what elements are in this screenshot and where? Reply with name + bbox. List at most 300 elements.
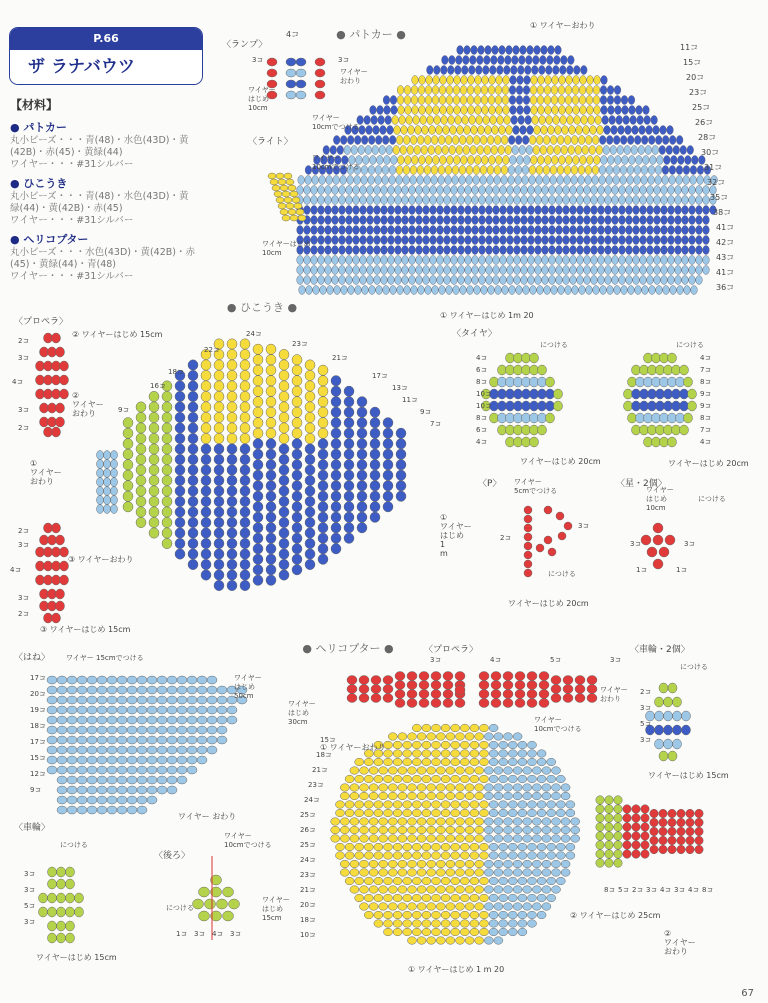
- bead: [201, 486, 211, 496]
- bead: [514, 365, 523, 375]
- bead-count: 10コ: [300, 931, 316, 939]
- bead: [175, 475, 185, 485]
- diagram-label: おわり: [664, 947, 688, 956]
- bead: [97, 460, 104, 469]
- bead: [318, 470, 328, 480]
- bead: [632, 389, 641, 399]
- bead: [633, 266, 640, 275]
- bead-count: 8コ: [476, 378, 488, 386]
- bead: [437, 226, 444, 235]
- bead: [253, 355, 263, 365]
- bead: [87, 756, 97, 764]
- diagram-label: おわり: [600, 695, 621, 703]
- bead: [240, 486, 250, 496]
- bead: [36, 561, 45, 571]
- bead: [315, 80, 325, 88]
- bead: [388, 236, 395, 245]
- bead: [292, 481, 302, 491]
- bead: [513, 818, 522, 826]
- bead: [479, 672, 489, 681]
- bead: [430, 256, 437, 265]
- bead: [396, 166, 403, 175]
- bead: [388, 792, 397, 800]
- bead: [417, 176, 424, 185]
- bead: [465, 767, 474, 775]
- bead: [561, 56, 568, 65]
- bead: [529, 176, 536, 185]
- bead: [661, 196, 668, 205]
- bead: [87, 746, 97, 754]
- bead: [445, 176, 452, 185]
- bead: [518, 894, 527, 902]
- bead-count: 13コ: [392, 384, 408, 392]
- bead: [402, 276, 409, 285]
- bead: [584, 236, 591, 245]
- bead: [468, 76, 475, 85]
- bead: [623, 823, 631, 832]
- bead: [489, 911, 498, 919]
- bead-count: 7コ: [700, 366, 712, 374]
- bead: [214, 412, 224, 422]
- bead: [633, 236, 640, 245]
- bead: [311, 216, 318, 225]
- bead: [403, 176, 410, 185]
- bead: [332, 196, 339, 205]
- bead: [458, 206, 465, 215]
- wire-label: ① ワイヤーおわり: [530, 21, 596, 30]
- bead: [384, 877, 393, 885]
- bead: [514, 276, 521, 285]
- bead: [383, 685, 393, 694]
- bead: [598, 256, 605, 265]
- bead: [482, 76, 489, 85]
- bead: [288, 209, 296, 215]
- bead: [555, 126, 562, 135]
- bead: [474, 286, 481, 295]
- bead: [573, 106, 580, 115]
- bead: [612, 246, 619, 255]
- bead: [556, 877, 565, 885]
- bead: [494, 826, 503, 834]
- bead: [111, 451, 118, 460]
- bead: [167, 696, 177, 704]
- bead: [619, 256, 626, 265]
- bead: [253, 533, 263, 543]
- bead: [311, 236, 318, 245]
- bead: [384, 801, 393, 809]
- bead: [470, 801, 479, 809]
- bead: [642, 286, 649, 295]
- bead-count: 5コ: [618, 886, 630, 894]
- bead: [655, 725, 664, 735]
- bead: [466, 166, 473, 175]
- bead: [496, 156, 503, 165]
- bead: [375, 176, 382, 185]
- bead: [214, 496, 224, 506]
- bead: [598, 226, 605, 235]
- bead: [563, 246, 570, 255]
- bead: [528, 877, 537, 885]
- bead: [292, 407, 302, 417]
- bead: [266, 512, 276, 522]
- bead: [318, 554, 328, 564]
- bead: [97, 726, 107, 734]
- bead: [123, 418, 133, 428]
- bead-count: 3コ: [24, 918, 36, 926]
- bead: [384, 852, 393, 860]
- bead: [561, 835, 570, 843]
- bead: [175, 465, 185, 475]
- bead: [223, 911, 234, 921]
- bead: [668, 216, 675, 225]
- bead: [476, 66, 483, 75]
- bead: [436, 903, 445, 911]
- bead: [542, 767, 551, 775]
- bead: [591, 186, 598, 195]
- bead: [482, 156, 489, 165]
- bead: [353, 206, 360, 215]
- diagram-label: ワイヤー: [234, 674, 262, 682]
- bead: [460, 852, 469, 860]
- bead: [318, 256, 325, 265]
- bead: [44, 427, 53, 437]
- bead: [500, 236, 507, 245]
- bead: [446, 903, 455, 911]
- bead: [97, 796, 107, 804]
- bead: [472, 206, 479, 215]
- bead: [47, 766, 57, 774]
- bead: [47, 716, 57, 724]
- bead: [507, 196, 514, 205]
- bead: [331, 512, 341, 522]
- bead: [445, 166, 452, 175]
- bead: [552, 767, 561, 775]
- bead: [290, 215, 298, 221]
- bead: [57, 933, 66, 943]
- bead: [564, 136, 571, 145]
- bead: [67, 796, 77, 804]
- bead: [623, 814, 631, 823]
- bead: [470, 146, 477, 155]
- bead: [640, 216, 647, 225]
- bead-count: 4コ: [476, 438, 488, 446]
- bead: [40, 403, 49, 413]
- bead: [412, 852, 421, 860]
- bead: [240, 349, 250, 359]
- bead: [441, 116, 448, 125]
- bead: [456, 937, 465, 945]
- bead: [632, 401, 641, 411]
- bead: [137, 676, 147, 684]
- bead: [522, 166, 529, 175]
- bead: [465, 186, 472, 195]
- bead: [558, 86, 565, 95]
- bead: [615, 106, 622, 115]
- bead: [496, 106, 503, 115]
- bead: [107, 806, 117, 814]
- bead: [567, 66, 574, 75]
- bead: [672, 425, 681, 435]
- bead: [676, 413, 685, 423]
- bead: [396, 136, 403, 145]
- bead: [441, 750, 450, 758]
- bead: [353, 246, 360, 255]
- bead: [612, 236, 619, 245]
- bead: [364, 775, 373, 783]
- bead: [369, 792, 378, 800]
- bead: [522, 136, 529, 145]
- bead: [374, 206, 381, 215]
- bead: [419, 76, 426, 85]
- bead: [292, 460, 302, 470]
- bead: [40, 589, 49, 599]
- bead: [227, 517, 237, 527]
- bead: [240, 559, 250, 569]
- bead: [656, 365, 665, 375]
- bead: [437, 216, 444, 225]
- bead-count: 21コ: [300, 886, 316, 894]
- bead: [279, 412, 289, 422]
- bead: [97, 766, 107, 774]
- bead: [542, 266, 549, 275]
- bead: [149, 423, 159, 433]
- bead: [425, 286, 432, 295]
- bead: [499, 741, 508, 749]
- bead: [518, 741, 527, 749]
- bead: [605, 276, 612, 285]
- bead: [286, 91, 296, 99]
- bead: [605, 814, 613, 823]
- bead: [551, 96, 558, 105]
- bead: [97, 776, 107, 784]
- bead: [596, 146, 603, 155]
- bead: [661, 186, 668, 195]
- bead: [408, 860, 417, 868]
- bead: [527, 690, 537, 699]
- bead: [383, 470, 393, 480]
- bead: [499, 877, 508, 885]
- bead: [417, 818, 426, 826]
- bead: [253, 512, 263, 522]
- bead: [436, 767, 445, 775]
- bead: [630, 116, 637, 125]
- bead: [353, 226, 360, 235]
- bead: [682, 236, 689, 245]
- bead: [383, 460, 393, 470]
- bead: [605, 236, 612, 245]
- bead: [66, 933, 75, 943]
- bead: [549, 196, 556, 205]
- bead: [201, 570, 211, 580]
- bead: [369, 886, 378, 894]
- bead: [655, 739, 664, 749]
- bead: [675, 206, 682, 215]
- bead: [331, 826, 340, 834]
- bead: [494, 818, 503, 826]
- bead: [449, 56, 456, 65]
- bead: [550, 176, 557, 185]
- bead: [499, 911, 508, 919]
- bead: [460, 809, 469, 817]
- bead: [641, 805, 649, 814]
- bead: [149, 412, 159, 422]
- bead: [594, 106, 601, 115]
- bead: [266, 544, 276, 554]
- bead: [67, 736, 77, 744]
- bead: [479, 206, 486, 215]
- bead-count: 1コ: [636, 566, 648, 574]
- bead: [480, 741, 489, 749]
- bead: [357, 523, 367, 533]
- bead: [591, 256, 598, 265]
- bead: [498, 413, 507, 423]
- bead: [305, 507, 315, 517]
- bead: [370, 491, 380, 501]
- bead: [664, 697, 673, 707]
- bead: [631, 146, 638, 155]
- bead: [292, 376, 302, 386]
- bead: [393, 775, 402, 783]
- bead: [514, 186, 521, 195]
- bead: [434, 116, 441, 125]
- bead: [175, 538, 185, 548]
- bead: [470, 56, 477, 65]
- bead: [417, 784, 426, 792]
- bead: [393, 928, 402, 936]
- bead: [695, 845, 703, 854]
- bead: [370, 502, 380, 512]
- bead: [393, 894, 402, 902]
- bead: [381, 266, 388, 275]
- bead: [167, 756, 177, 764]
- bead: [660, 126, 667, 135]
- bead: [545, 156, 552, 165]
- bead: [201, 444, 211, 454]
- bead: [563, 236, 570, 245]
- bead: [346, 266, 353, 275]
- bead: [388, 246, 395, 255]
- bead: [167, 716, 177, 724]
- bead: [500, 246, 507, 255]
- bead: [528, 276, 535, 285]
- bead: [410, 136, 417, 145]
- bead: [552, 835, 561, 843]
- bead: [697, 176, 704, 185]
- bead: [336, 852, 345, 860]
- bead: [585, 136, 592, 145]
- bead: [580, 76, 587, 85]
- bead: [453, 286, 460, 295]
- bead: [240, 570, 250, 580]
- bead: [479, 246, 486, 255]
- bead: [227, 507, 237, 517]
- bead: [528, 226, 535, 235]
- bead: [344, 512, 354, 522]
- bead: [542, 276, 549, 285]
- bead: [500, 276, 507, 285]
- bead: [332, 236, 339, 245]
- bead: [530, 389, 539, 399]
- bead: [346, 216, 353, 225]
- bead: [188, 423, 198, 433]
- bead: [276, 197, 284, 203]
- bead: [534, 126, 541, 135]
- bead: [518, 920, 527, 928]
- bead: [197, 756, 207, 764]
- bead: [570, 216, 577, 225]
- bead: [305, 391, 315, 401]
- bead: [607, 86, 614, 95]
- bead: [266, 460, 276, 470]
- diagram-label: ワイヤー: [312, 114, 340, 122]
- bead: [353, 186, 360, 195]
- bead: [355, 809, 364, 817]
- bead: [395, 699, 405, 708]
- bead: [359, 685, 369, 694]
- bead: [97, 706, 107, 714]
- bead: [431, 672, 441, 681]
- bead: [320, 286, 327, 295]
- bead: [398, 106, 405, 115]
- bead: [97, 478, 104, 487]
- bead: [539, 66, 546, 75]
- bead: [470, 750, 479, 758]
- bead: [403, 894, 412, 902]
- bead: [465, 216, 472, 225]
- bead: [374, 196, 381, 205]
- bead: [465, 937, 474, 945]
- bead: [500, 196, 507, 205]
- bead: [97, 496, 104, 505]
- bead: [331, 376, 341, 386]
- bead: [508, 911, 517, 919]
- bead: [39, 893, 48, 903]
- bead: [77, 806, 87, 814]
- diagram-label: ②: [72, 391, 80, 400]
- bead: [507, 266, 514, 275]
- bead: [382, 166, 389, 175]
- bead: [579, 96, 586, 105]
- bead: [57, 776, 67, 784]
- bead: [374, 236, 381, 245]
- bead: [227, 465, 237, 475]
- bead: [472, 246, 479, 255]
- bead: [537, 801, 546, 809]
- bead: [501, 166, 508, 175]
- bead: [429, 126, 436, 135]
- bead: [461, 156, 468, 165]
- bead: [36, 389, 45, 399]
- bead: [661, 226, 668, 235]
- bead: [117, 736, 127, 744]
- bead: [640, 276, 647, 285]
- bead: [460, 724, 469, 732]
- bead: [197, 676, 207, 684]
- bead: [508, 166, 515, 175]
- bead-count: 15コ: [320, 736, 336, 744]
- bead: [641, 166, 648, 175]
- bead: [620, 136, 627, 145]
- bead: [162, 433, 172, 443]
- bead: [554, 389, 563, 399]
- bead: [591, 276, 598, 285]
- bead: [647, 236, 654, 245]
- bead-count: 3コ: [578, 522, 590, 530]
- bead: [502, 86, 509, 95]
- bead: [581, 116, 588, 125]
- bead: [659, 809, 667, 818]
- bead: [357, 491, 367, 501]
